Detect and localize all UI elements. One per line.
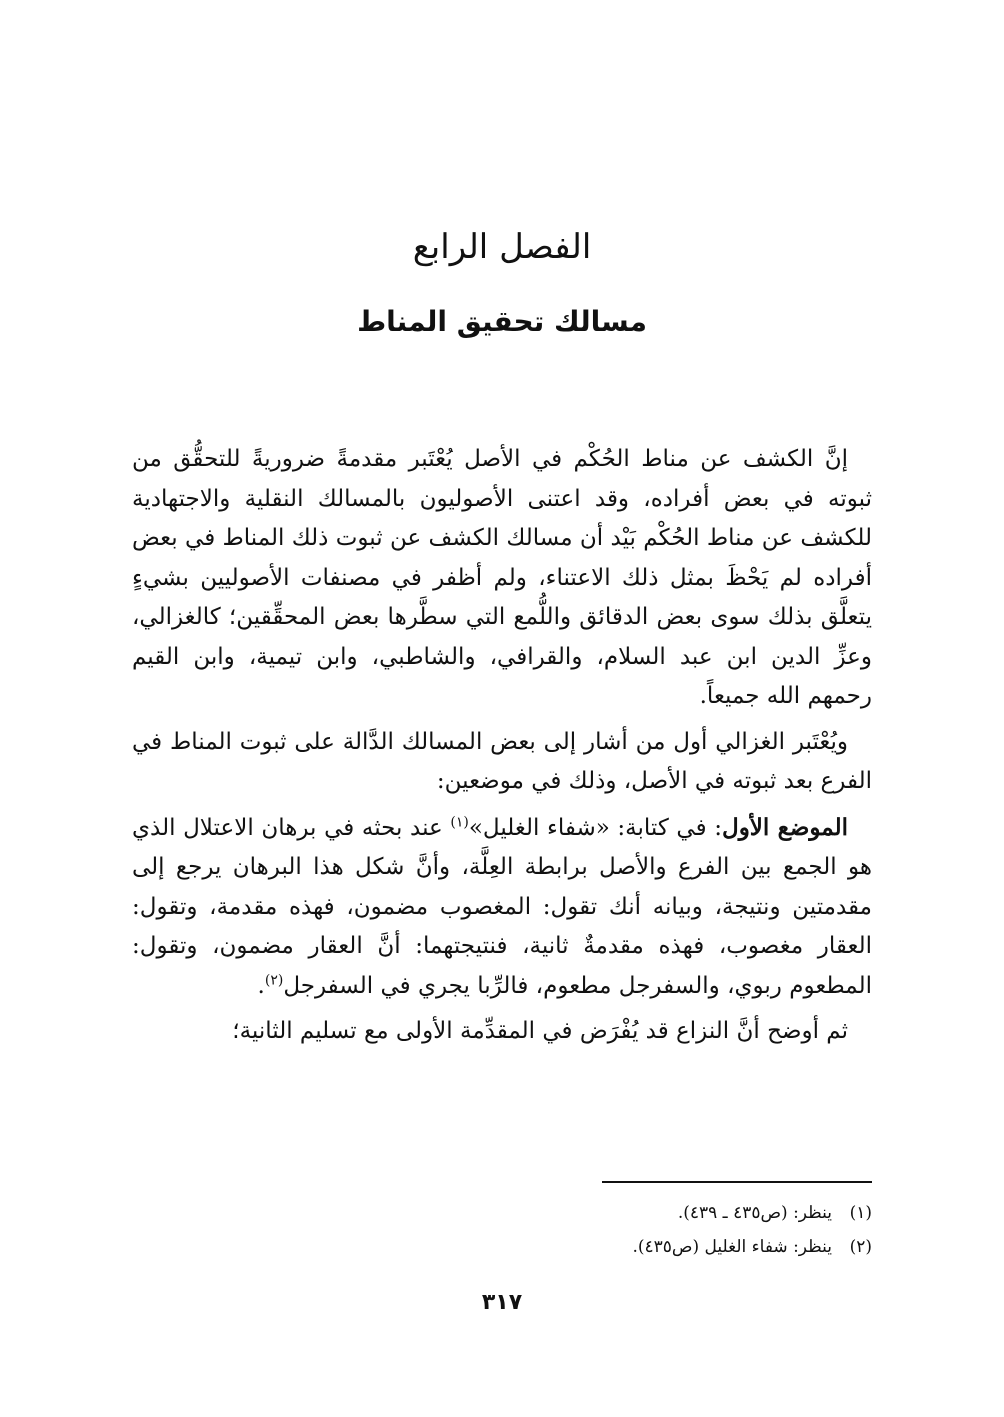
paragraph-first-place <box>132 808 872 1007</box>
paragraph-text-before-note: : في كتابة: «شفاء الغليل» <box>468 814 722 841</box>
footnote-text: ينظر: (ص٤٣٥ ـ ٤٣٩). <box>677 1203 832 1223</box>
footnote-number: (٢) <box>849 1237 872 1257</box>
chapter-title: الفصل الرابع <box>412 227 592 267</box>
paragraph-conflict: ثم أوضح أنَّ النزاع قد يُفْرَض في المقدِّمة الأولى مع تسليم الثانية؛ <box>232 1018 848 1044</box>
paragraph-lead: الموضع الأول <box>721 813 848 841</box>
footnote-number: (١) <box>849 1203 872 1223</box>
footnote-divider <box>602 1181 872 1183</box>
paragraph-text-middle: عند بحثه في برهان الاعتلال الذي هو الجمع بين الفرع والأصل برابطة العِلَّة، وأنَّ شكل هذا البرهان يرجع إلى مقدمتين ونتيجة، وبيانه أنك تقول: المغصوب مضمون، فهذه مقدمة، وتقول: العقار مغصوب، فهذه مقدمةٌ ثانية، فنتيجتهما: أنَّ العقار مضمون، وتقول: المطعوم ربوي، والسفرجل مطعوم، فالرِّبا يجري في السفرجل <box>132 814 872 999</box>
footnote-ref-1[interactable]: (١) <box>450 813 469 830</box>
footnotes <box>132 1196 872 1264</box>
chapter-subtitle: مسالك تحقيق المناط <box>357 305 647 338</box>
paragraph-intro: إنَّ الكشف عن مناط الحُكْم في الأصل يُعْتَبر مقدمةً ضروريةً للتحقُّق من ثبوته في بعض أفراده، وقد اعتنى الأصوليون بالمسالك النقلية والاجتهادية للكشف عن مناط الحُكْم بَيْد أن مسالك الكشف عن ثبوت ذلك المناط في بعض أفراده لم يَحْظَ بمثل ذلك الاعتناء، ولم أظفر في مصنفات الأصوليين بشيءٍ يتعلَّق بذلك سوى بعض الدقائق واللُّمع التي سطَّرها بعض المحقِّقين؛ كالغزالي، وعزِّ الدين ابن عبد السلام، والقرافي، والشاطبي، وابن تيمية، وابن القيم رحمهم الله جميعاً. <box>132 446 872 709</box>
footnote-1 <box>132 1196 872 1230</box>
page-number: ٣١٧ <box>481 1290 523 1315</box>
paragraph-ghazali: ويُعْتَبر الغزالي أول من أشار إلى بعض المسالك الدَّالة على ثبوت المناط في الفرع بعد ثبوته في الأصل، وذلك في موضعين: <box>132 728 872 794</box>
footnote-2 <box>132 1230 872 1264</box>
paragraph-text-after: . <box>257 972 265 999</box>
footnote-text: ينظر: شفاء الغليل (ص٤٣٥). <box>632 1237 832 1257</box>
footnote-ref-2[interactable]: (٢) <box>264 971 284 988</box>
body-text <box>132 440 872 1058</box>
